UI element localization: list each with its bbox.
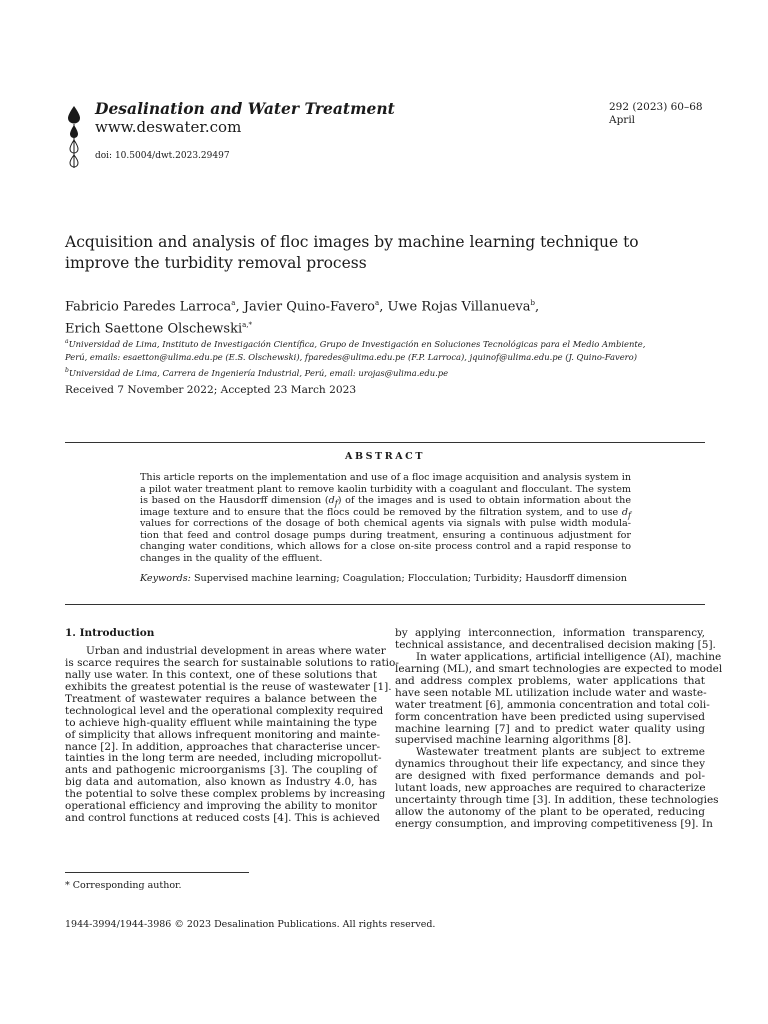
abstract-top-rule (65, 442, 705, 443)
journal-url[interactable]: www.deswater.com (95, 118, 242, 136)
text-line: dynamics throughout their life expectancy, and since they (395, 758, 705, 771)
text-line: to achieve high-quality effluent while maintaining the type (65, 716, 378, 729)
author-list (65, 294, 705, 339)
abstract-body (140, 472, 631, 564)
text-line: and control functions at reduced costs [4]. This is achieved (65, 812, 381, 825)
text-line: values for corrections of the dosage of both chemical agents via signals with pulse width modula- (140, 518, 631, 529)
text-line: Wastewater treatment plants are subject to extreme (416, 746, 705, 759)
text-line: supervised machine learning algorithms [8]. (395, 734, 632, 747)
left-column-text (65, 645, 399, 825)
journal-title: Desalination and Water Treatment (95, 99, 395, 118)
text-line: are designed with fixed performance demands and pol- (395, 770, 705, 783)
text-line: of simplicity that allows infrequent monitoring and mainte- (65, 728, 381, 741)
journal-logo-icon (62, 104, 86, 168)
abstract-bottom-rule (65, 604, 705, 605)
affiliation-a-continued: Perú, emails: esaetton@ulima.edu.pe (E.S. Olschewski), fparedes@ulima.edu.pe (F.P. Larroca), jquinof@ulima.edu.pe (J. Quino-Favero) (65, 351, 637, 362)
text-line: operational efficiency and improving the ability to monitor (65, 800, 378, 813)
section-heading-introduction: 1. Introduction (65, 627, 155, 639)
text-line: is based on the Hausdorff dimension $(d_f)$ of the images and is used to obtain information about the (140, 495, 632, 508)
text-line: technical assistance, and decentralised decision making [5]. (395, 638, 716, 651)
text-line: nance [2]. In addition, approaches that characterise uncer- (65, 740, 381, 753)
text-line: changing water conditions, which allows for a close on-site process control and a rapid response to (140, 541, 631, 552)
text-line: machine learning [7] and to predict water quality using (395, 722, 705, 735)
copyright-line: 1944-3994/1944-3986 © 2023 Desalination Publications. All rights reserved. (65, 919, 436, 930)
text-line: and address complex problems, water applications that (395, 674, 705, 687)
text-line: Urban and industrial development in areas where water (86, 645, 386, 657)
paper-title: Acquisition and analysis of floc images by machine learning technique to improve the turbidity removal process (65, 233, 639, 272)
text-line: have seen notable ML utilization include water and waste- (395, 686, 707, 699)
text-line: nally use water. In this context, one of these solutions that (65, 668, 377, 681)
text-line: energy consumption, and improving competitiveness [9]. In (395, 818, 713, 830)
keywords (140, 573, 627, 584)
abstract-heading: ABSTRACT (344, 451, 426, 462)
issue-month: April (609, 114, 636, 126)
text-line: is scarce requires the search for sustainable solutions to ratio- (65, 656, 399, 669)
keywords-label: Keywords: (140, 573, 191, 584)
received-dates: Received 7 November 2022; Accepted 23 March 2023 (65, 384, 357, 396)
text-line: tainties in the long term are needed, including micropollut- (65, 752, 382, 765)
doi[interactable]: doi: 10.5004/dwt.2023.29497 (95, 151, 230, 161)
text-line: technological level and the operational complexity required (65, 704, 384, 717)
text-line: allow the autonomy of the plant to be operated, reducing (395, 806, 705, 819)
affiliation-a: $^a$Universidad de Lima, Instituto de Investigación Científica, Grupo de Investigación en Soluciones Tecnológicas para el Medio Ambiente, (65, 338, 646, 349)
text-line: form concentration have been predicted using supervised (395, 710, 705, 723)
text-line: exhibits the greatest potential is the reuse of wastewater [1]. (65, 680, 392, 693)
footnote-rule (65, 872, 249, 873)
text-line: image texture and to ensure that the flocs could be removed by the filtration system, and to use $d_f$ (140, 506, 631, 520)
text-line: the potential to solve these complex problems by increasing (65, 788, 386, 801)
corresponding-author-footnote: * Corresponding author. (65, 880, 182, 891)
text-line: lutant loads, new approaches are required to characterize (395, 782, 706, 795)
text-line: Treatment of wastewater requires a balance between the (65, 692, 377, 705)
affiliation-b: $^b$Universidad de Lima, Carrera de Ingeniería Industrial, Perú, email: urojas@ulima.edu.pe (65, 366, 449, 378)
keywords-list: Supervised machine learning; Coagulation; Flocculation; Turbidity; Hausdorff dimension (193, 573, 627, 584)
text-line: changes in the quality of the effluent. (140, 552, 323, 564)
text-line: big data and automation, also known as Industry 4.0, has (65, 776, 377, 789)
text-line: This article reports on the implementation and use of a floc image acquisition and analysis system in (140, 472, 632, 483)
text-line: ants and pathogenic microorganisms [3]. The coupling of (65, 764, 377, 777)
text-line: In water applications, artificial intelligence (AI), machine (416, 650, 722, 663)
text-line: learning (ML), and smart technologies are expected to model (395, 662, 723, 675)
affiliations (65, 335, 715, 380)
text-line: tion that feed and control dosage pumps during treatment, ensuring a continuous adjustment for (140, 529, 631, 541)
text-line: a pilot water treatment plant to remove kaolin turbidity with a coagulant and flocculant. The system (140, 483, 631, 495)
authors-line: Fabricio Paredes Larroca$^a$, Javier Quino-Favero$^a$, Uwe Rojas Villanueva$^b$, (65, 299, 540, 315)
authors-line: Erich Saettone Olschewski$^{a,*}$ (65, 321, 253, 337)
text-line: water treatment [6], ammonia concentration and total coli- (395, 698, 710, 711)
right-column-text (395, 627, 723, 831)
volume-pages: 292 (2023) 60–68 (609, 101, 703, 113)
text-line: uncertainty through time [3]. In addition, these technologies (395, 794, 719, 807)
text-line: by applying interconnection, information transparency, (395, 627, 705, 639)
